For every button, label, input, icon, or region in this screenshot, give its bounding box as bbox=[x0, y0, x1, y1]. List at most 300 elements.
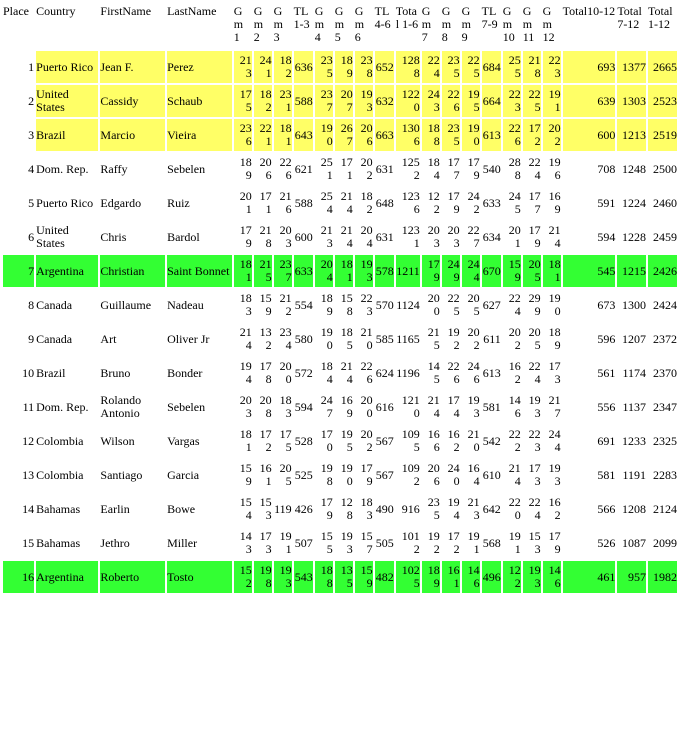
game-7-cell: 188 bbox=[422, 119, 440, 151]
total-7-12-cell: 1224 bbox=[622, 195, 647, 210]
table-body bbox=[3, 51, 677, 593]
header-place: Place bbox=[3, 4, 29, 18]
game-8-cell: 192 bbox=[447, 325, 460, 352]
game-12-cell: 244 bbox=[548, 427, 561, 454]
game-6-cell: 200 bbox=[360, 393, 373, 420]
game-1-cell: 236 bbox=[234, 119, 252, 151]
tl-4-6-cell bbox=[375, 561, 394, 593]
game-2-cell: 218 bbox=[259, 223, 272, 250]
game-2-cell: 161 bbox=[259, 461, 272, 488]
game-7-cell: 224 bbox=[422, 51, 440, 83]
country-cell-text: Argentina bbox=[36, 569, 84, 584]
last-name-cell: Sebelen bbox=[167, 161, 206, 176]
game-1-cell-text: 152 bbox=[239, 563, 252, 590]
place-cell: 11 bbox=[22, 399, 35, 414]
game-7-cell: 243 bbox=[422, 85, 440, 117]
game-3-cell bbox=[274, 561, 292, 593]
game-1-cell bbox=[234, 561, 252, 593]
header-game-5: Gm 5 bbox=[334, 4, 345, 44]
game-7-cell: 166 bbox=[427, 427, 440, 454]
game-2-cell bbox=[254, 561, 272, 593]
total-1-12-cell: 2372 bbox=[653, 331, 677, 346]
game-4-cell: 190 bbox=[320, 325, 333, 352]
game-4-cell: 179 bbox=[320, 495, 333, 522]
total-7-12-cell: 1213 bbox=[617, 119, 646, 151]
tl-7-9-cell: 664 bbox=[482, 85, 501, 117]
game-5-cell: 158 bbox=[340, 291, 353, 318]
game-2-cell: 159 bbox=[259, 291, 272, 318]
total-10-12-cell-text: 461 bbox=[597, 569, 616, 584]
game-1-cell: 189 bbox=[239, 155, 252, 182]
game-3-cell: 191 bbox=[279, 529, 292, 556]
game-9-cell: 246 bbox=[467, 359, 480, 386]
total-1-6-cell: 1095 bbox=[401, 427, 420, 454]
country-cell: Bahamas bbox=[36, 501, 81, 516]
tl-4-6-cell: 505 bbox=[375, 535, 394, 550]
game-6-cell: 210 bbox=[360, 325, 373, 352]
tl-4-6-cell-text: 578 bbox=[375, 263, 394, 278]
game-11-cell bbox=[523, 561, 541, 593]
game-12-cell: 202 bbox=[543, 119, 561, 151]
game-11-cell: 218 bbox=[523, 51, 541, 83]
total-10-12-cell: 708 bbox=[597, 161, 616, 176]
game-7-cell: 203 bbox=[427, 223, 440, 250]
game-11-cell bbox=[523, 255, 541, 287]
total-1-6-cell: 1092 bbox=[401, 461, 420, 488]
first-name-cell: Cassidy bbox=[100, 85, 165, 117]
game-10-cell: 226 bbox=[503, 119, 521, 151]
game-9-cell: 205 bbox=[467, 291, 480, 318]
game-10-cell: 255 bbox=[503, 51, 521, 83]
game-7-cell-text: 179 bbox=[427, 257, 440, 284]
table-row bbox=[3, 425, 677, 457]
total-1-6-cell: 1231 bbox=[401, 223, 420, 250]
game-6-cell: 193 bbox=[355, 85, 373, 117]
tl-7-9-cell: 611 bbox=[483, 331, 501, 346]
header-game-3: Gm 3 bbox=[273, 4, 284, 44]
place-cell-text: 7 bbox=[28, 263, 35, 278]
first-name-cell: Guillaume bbox=[100, 297, 152, 312]
game-8-cell: 179 bbox=[447, 189, 460, 216]
total-1-12-cell: 2459 bbox=[653, 229, 677, 244]
country-cell-text: Argentina bbox=[36, 263, 84, 278]
game-4-cell bbox=[315, 255, 333, 287]
game-5-cell: 193 bbox=[340, 529, 353, 556]
table-row bbox=[3, 255, 677, 287]
country-cell: United States bbox=[36, 85, 98, 117]
total-1-12-cell-text: 2426 bbox=[653, 263, 677, 278]
game-4-cell: 155 bbox=[320, 529, 333, 556]
last-name-cell: Bonder bbox=[167, 365, 203, 380]
tl-7-9-cell: 642 bbox=[482, 501, 501, 516]
game-9-cell: 227 bbox=[467, 223, 480, 250]
game-5-cell: 190 bbox=[340, 461, 353, 488]
game-9-cell: 164 bbox=[467, 461, 480, 488]
game-8-cell-text: 249 bbox=[447, 257, 460, 284]
total-7-12-cell: 1300 bbox=[622, 297, 647, 312]
game-2-cell-text: 215 bbox=[259, 257, 272, 284]
header-first-name: FirstName bbox=[100, 4, 152, 18]
place-cell: 3 bbox=[28, 127, 35, 142]
tl-4-6-cell-text: 482 bbox=[375, 569, 394, 584]
game-12-cell: 214 bbox=[548, 223, 561, 250]
first-name-cell bbox=[100, 561, 165, 593]
game-12-cell: 162 bbox=[548, 495, 561, 522]
game-10-cell: 146 bbox=[508, 393, 521, 420]
place-cell: 15 bbox=[22, 535, 35, 550]
game-2-cell: 241 bbox=[254, 51, 272, 83]
tl-7-9-cell-text: 670 bbox=[482, 263, 501, 278]
game-3-cell-text: 193 bbox=[279, 563, 292, 590]
tl-4-6-cell: 648 bbox=[375, 195, 394, 210]
game-6-cell: 202 bbox=[360, 427, 373, 454]
game-2-cell: 132 bbox=[259, 325, 272, 352]
tl-4-6-cell: 585 bbox=[375, 331, 394, 346]
game-9-cell: 179 bbox=[467, 155, 480, 182]
tl-7-9-cell bbox=[482, 255, 501, 287]
last-name-cell-text: Saint Bonnet bbox=[167, 263, 230, 278]
game-6-cell: 202 bbox=[360, 155, 373, 182]
game-6-cell: 226 bbox=[360, 359, 373, 386]
total-1-6-cell: 1210 bbox=[401, 393, 420, 420]
header-game-1: Gm 1 bbox=[233, 4, 244, 44]
game-6-cell bbox=[355, 561, 373, 593]
game-2-cell: 178 bbox=[259, 359, 272, 386]
game-11-cell: 299 bbox=[528, 291, 541, 318]
place-cell bbox=[3, 561, 34, 593]
place-cell: 2 bbox=[28, 93, 35, 108]
last-name-cell bbox=[167, 561, 232, 593]
header-row bbox=[3, 5, 677, 49]
game-9-cell bbox=[462, 561, 480, 593]
tl-1-3-cell: 426 bbox=[294, 501, 313, 516]
total-10-12-cell: 639 bbox=[563, 85, 616, 117]
tl-7-9-cell: 610 bbox=[482, 467, 501, 482]
game-8-cell-text: 161 bbox=[447, 563, 460, 590]
total-1-6-cell: 1165 bbox=[396, 331, 420, 346]
last-name-cell: Sebelen bbox=[167, 399, 206, 414]
tl-4-6-cell: 490 bbox=[375, 501, 394, 516]
game-9-cell: 242 bbox=[467, 189, 480, 216]
header-game-7: Gm 7 bbox=[421, 4, 432, 44]
country-cell: Dom. Rep. bbox=[36, 161, 89, 176]
place-cell: 5 bbox=[28, 195, 35, 210]
game-12-cell: 169 bbox=[548, 189, 561, 216]
game-10-cell: 191 bbox=[508, 529, 521, 556]
total-10-12-cell: 600 bbox=[563, 119, 616, 151]
game-12-cell: 193 bbox=[548, 461, 561, 488]
game-5-cell: 185 bbox=[340, 325, 353, 352]
place-cell: 12 bbox=[22, 433, 35, 448]
game-5-cell-text: 181 bbox=[340, 257, 353, 284]
total-1-6-cell: 1124 bbox=[396, 297, 420, 312]
game-5-cell: 267 bbox=[335, 119, 353, 151]
tl-1-3-cell: 636 bbox=[294, 51, 313, 83]
game-12-cell: 217 bbox=[548, 393, 561, 420]
game-11-cell-text: 205 bbox=[528, 257, 541, 284]
total-1-6-cell bbox=[396, 255, 420, 287]
total-10-12-cell: 691 bbox=[597, 433, 616, 448]
game-12-cell: 190 bbox=[548, 291, 561, 318]
game-8-cell: 225 bbox=[447, 291, 460, 318]
game-11-cell: 224 bbox=[528, 155, 541, 182]
country-cell: Colombia bbox=[36, 433, 84, 448]
last-name-cell: Ruiz bbox=[167, 195, 190, 210]
game-7-cell-text: 189 bbox=[427, 563, 440, 590]
header-game-4: Gm 4 bbox=[314, 4, 325, 44]
total-1-6-cell: 1236 bbox=[401, 189, 420, 216]
first-name-cell-text: Christian bbox=[100, 263, 145, 278]
game-1-cell: 181 bbox=[239, 427, 252, 454]
game-9-cell-text: 244 bbox=[467, 257, 480, 284]
country-cell: Canada bbox=[36, 297, 73, 312]
game-12-cell: 179 bbox=[548, 529, 561, 556]
tl-4-6-cell: 570 bbox=[375, 297, 394, 312]
first-name-cell: Art bbox=[100, 331, 117, 346]
game-1-cell: 203 bbox=[239, 393, 252, 420]
last-name-cell: Schaub bbox=[167, 85, 232, 117]
game-5-cell: 195 bbox=[340, 427, 353, 454]
game-5-cell: 214 bbox=[340, 189, 353, 216]
country-cell: Brazil bbox=[36, 365, 66, 380]
game-3-cell: 182 bbox=[274, 51, 292, 83]
game-10-cell: 288 bbox=[508, 155, 521, 182]
game-12-cell: 196 bbox=[548, 155, 561, 182]
game-10-cell: 201 bbox=[508, 223, 521, 250]
last-name-cell-text: Tosto bbox=[167, 569, 194, 584]
game-5-cell: 128 bbox=[340, 495, 353, 522]
tl-4-6-cell: 663 bbox=[375, 119, 394, 151]
game-9-cell: 191 bbox=[467, 529, 480, 556]
game-8-cell: 177 bbox=[447, 155, 460, 182]
game-11-cell: 172 bbox=[523, 119, 541, 151]
game-11-cell: 193 bbox=[528, 393, 541, 420]
tl-4-6-cell: 632 bbox=[375, 85, 394, 117]
tl-1-3-cell: 588 bbox=[294, 85, 313, 117]
first-name-cell: Earlin bbox=[100, 501, 130, 516]
header-game-8: Gm 8 bbox=[441, 4, 452, 44]
game-5-cell bbox=[335, 561, 353, 593]
game-8-cell: 240 bbox=[447, 461, 460, 488]
tl-1-3-cell: 528 bbox=[294, 433, 313, 448]
tl-7-9-cell: 627 bbox=[482, 297, 501, 312]
game-4-cell: 254 bbox=[320, 189, 333, 216]
first-name-cell: Wilson bbox=[100, 433, 135, 448]
header-total-7-12: Total 7-12 bbox=[617, 4, 642, 31]
total-7-12-cell: 1087 bbox=[622, 535, 647, 550]
table-row bbox=[3, 323, 677, 355]
game-2-cell: 182 bbox=[254, 85, 272, 117]
game-5-cell: 189 bbox=[335, 51, 353, 83]
table-row bbox=[3, 493, 677, 525]
game-3-cell: 226 bbox=[279, 155, 292, 182]
table-row bbox=[3, 561, 677, 593]
game-8-cell: 162 bbox=[447, 427, 460, 454]
table-row bbox=[3, 391, 677, 423]
game-3-cell: 200 bbox=[279, 359, 292, 386]
game-2-cell: 173 bbox=[259, 529, 272, 556]
table-row bbox=[3, 527, 677, 559]
game-10-cell-text: 159 bbox=[508, 257, 521, 284]
game-9-cell: 210 bbox=[467, 427, 480, 454]
game-9-cell-text: 146 bbox=[467, 563, 480, 590]
total-1-6-cell: 916 bbox=[401, 501, 420, 516]
game-5-cell: 169 bbox=[340, 393, 353, 420]
tl-7-9-cell: 581 bbox=[482, 399, 501, 414]
table-row bbox=[3, 153, 677, 185]
tl-1-3-cell-text: 633 bbox=[294, 263, 313, 278]
game-2-cell: 221 bbox=[254, 119, 272, 151]
place-cell: 6 bbox=[28, 229, 35, 244]
last-name-cell: Miller bbox=[167, 535, 198, 550]
first-name-cell bbox=[100, 255, 165, 287]
game-3-cell: 216 bbox=[279, 189, 292, 216]
total-7-12-cell: 1233 bbox=[622, 433, 647, 448]
game-3-cell: 212 bbox=[279, 291, 292, 318]
game-7-cell: 122 bbox=[427, 189, 440, 216]
total-7-12-cell: 1228 bbox=[622, 229, 647, 244]
country-cell bbox=[36, 255, 98, 287]
last-name-cell: Vargas bbox=[167, 433, 200, 448]
total-1-6-cell: 1288 bbox=[396, 51, 420, 83]
game-9-cell: 190 bbox=[462, 119, 480, 151]
game-10-cell-text: 122 bbox=[508, 563, 521, 590]
game-4-cell: 189 bbox=[320, 291, 333, 318]
game-4-cell: 247 bbox=[320, 393, 333, 420]
total-10-12-cell: 596 bbox=[597, 331, 616, 346]
place-cell: 4 bbox=[28, 161, 35, 176]
tl-4-6-cell: 631 bbox=[375, 161, 394, 176]
total-1-12-cell: 2500 bbox=[653, 161, 677, 176]
game-10-cell: 202 bbox=[508, 325, 521, 352]
header-total-1-12: Total 1-12 bbox=[648, 4, 673, 31]
game-10-cell bbox=[503, 255, 521, 287]
total-1-6-cell: 1252 bbox=[401, 155, 420, 182]
total-1-6-cell-text: 1211 bbox=[396, 263, 420, 278]
game-11-cell: 153 bbox=[528, 529, 541, 556]
table-row bbox=[3, 221, 677, 253]
header-total-10-12: Total10-12 bbox=[562, 4, 616, 18]
game-4-cell: 235 bbox=[315, 51, 333, 83]
game-2-cell: 153 bbox=[259, 495, 272, 522]
tl-1-3-cell: 572 bbox=[294, 365, 313, 380]
game-2-cell bbox=[254, 255, 272, 287]
country-cell: United States bbox=[36, 223, 69, 250]
game-5-cell: 171 bbox=[340, 155, 353, 182]
total-10-12-cell: 693 bbox=[563, 51, 616, 83]
game-12-cell: 223 bbox=[543, 51, 561, 83]
first-name-cell: Edgardo bbox=[100, 195, 142, 210]
game-4-cell: 251 bbox=[320, 155, 333, 182]
game-3-cell: 175 bbox=[279, 427, 292, 454]
total-1-12-cell: 2665 bbox=[648, 51, 677, 83]
country-cell: Colombia bbox=[36, 467, 84, 482]
total-1-12-cell: 2347 bbox=[653, 399, 677, 414]
total-1-12-cell bbox=[648, 255, 677, 287]
tl-1-3-cell bbox=[294, 561, 313, 593]
total-10-12-cell: 561 bbox=[597, 365, 616, 380]
game-11-cell: 179 bbox=[528, 223, 541, 250]
last-name-cell: Nadeau bbox=[167, 297, 204, 312]
first-name-cell: Raffy bbox=[100, 161, 128, 176]
game-4-cell: 170 bbox=[320, 427, 333, 454]
game-3-cell-text: 237 bbox=[279, 257, 292, 284]
game-2-cell: 171 bbox=[259, 189, 272, 216]
total-1-6-cell: 1012 bbox=[401, 529, 420, 556]
game-11-cell: 205 bbox=[528, 325, 541, 352]
tl-1-3-cell bbox=[294, 255, 313, 287]
game-12-cell bbox=[543, 561, 561, 593]
total-1-12-cell: 2523 bbox=[648, 85, 677, 117]
country-cell: Dom. Rep. bbox=[36, 399, 89, 414]
tl-7-9-cell: 684 bbox=[482, 51, 501, 83]
tl-7-9-cell: 540 bbox=[482, 161, 501, 176]
total-1-12-cell-text: 1982 bbox=[653, 569, 677, 584]
game-2-cell: 208 bbox=[259, 393, 272, 420]
game-8-cell: 172 bbox=[447, 529, 460, 556]
place-cell: 13 bbox=[22, 467, 35, 482]
game-2-cell: 206 bbox=[259, 155, 272, 182]
game-1-cell: 183 bbox=[239, 291, 252, 318]
total-10-12-cell: 566 bbox=[597, 501, 616, 516]
game-1-cell-text: 181 bbox=[239, 257, 252, 284]
game-6-cell bbox=[355, 255, 373, 287]
last-name-cell: Vieira bbox=[167, 119, 232, 151]
total-7-12-cell: 1137 bbox=[622, 399, 647, 414]
game-8-cell: 203 bbox=[447, 223, 460, 250]
tl-7-9-cell: 613 bbox=[482, 119, 501, 151]
tl-1-3-cell: 507 bbox=[294, 535, 313, 550]
table-row bbox=[3, 289, 677, 321]
game-1-cell: 214 bbox=[239, 325, 252, 352]
game-5-cell-text: 135 bbox=[340, 563, 353, 590]
table-row bbox=[3, 51, 677, 83]
total-7-12-cell bbox=[617, 255, 646, 287]
total-1-12-cell: 2099 bbox=[653, 535, 677, 550]
game-4-cell: 190 bbox=[315, 119, 333, 151]
game-8-cell: 226 bbox=[442, 85, 460, 117]
game-4-cell: 198 bbox=[320, 461, 333, 488]
game-4-cell bbox=[315, 561, 333, 593]
game-7-cell: 206 bbox=[427, 461, 440, 488]
total-10-12-cell: 581 bbox=[597, 467, 616, 482]
game-3-cell: 231 bbox=[274, 85, 292, 117]
last-name-cell: Garcia bbox=[167, 467, 200, 482]
tl-1-3-cell: 588 bbox=[294, 195, 313, 210]
tl-4-6-cell: 616 bbox=[375, 399, 394, 414]
game-6-cell: 223 bbox=[360, 291, 373, 318]
game-7-cell: 215 bbox=[427, 325, 440, 352]
total-10-12-cell: 526 bbox=[597, 535, 616, 550]
game-11-cell: 224 bbox=[528, 495, 541, 522]
game-8-cell: 174 bbox=[447, 393, 460, 420]
tl-1-3-cell: 554 bbox=[294, 297, 313, 312]
game-8-cell bbox=[442, 255, 460, 287]
tl-7-9-cell: 633 bbox=[482, 195, 501, 210]
country-cell bbox=[36, 561, 98, 593]
game-8-cell: 235 bbox=[442, 51, 460, 83]
game-6-cell: 182 bbox=[360, 189, 373, 216]
game-6-cell: 183 bbox=[360, 495, 373, 522]
tl-4-6-cell: 652 bbox=[375, 51, 394, 83]
total-7-12-cell-text: 1215 bbox=[622, 263, 647, 278]
game-1-cell: 143 bbox=[239, 529, 252, 556]
table-row bbox=[3, 357, 677, 389]
first-name-cell-text: Roberto bbox=[100, 569, 140, 584]
total-1-6-cell: 1220 bbox=[396, 85, 420, 117]
last-name-cell bbox=[167, 255, 232, 287]
game-1-cell: 194 bbox=[239, 359, 252, 386]
